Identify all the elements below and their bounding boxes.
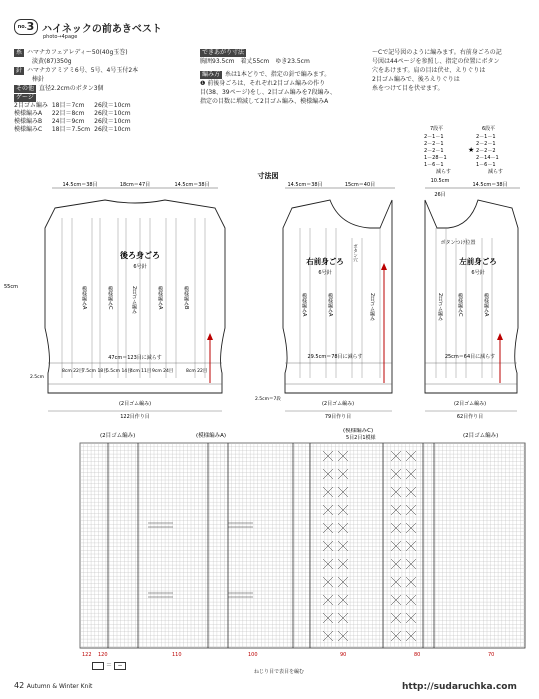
materials-section: [14, 48, 174, 134]
chart-column-numbers: [82, 652, 494, 658]
back-bottom-cell: 8cm 22目: [62, 369, 84, 374]
step-marker: ❶: [200, 80, 208, 87]
yarn-line-1: ハマナカフェアレディー50(40g玉巻): [27, 49, 128, 56]
chart-label-pattern-c-sub: 5目2目1模様: [346, 435, 376, 441]
gauge-name: 模様編みB: [14, 118, 43, 125]
back-hem-height: 2.5cm: [30, 375, 45, 380]
svg-text:2－2－1: 2－2－1: [424, 141, 444, 147]
back-piece: [4, 181, 225, 420]
step1-line-2: 目(38、39ページ)をし、2目ゴム編みを7段編み、: [200, 89, 336, 96]
right-front-pattern-a: 模様編みA: [301, 293, 307, 317]
column-number: 122: [82, 652, 92, 658]
chart2-label: 6段平: [482, 126, 496, 132]
right-front-piece: [255, 181, 395, 420]
other-tag: その他: [16, 85, 35, 92]
svg-text:2－2－1: 2－2－1: [476, 141, 496, 147]
gauge-rows: 26段＝10cm: [94, 118, 131, 125]
gauge-stitches: 22目＝8cm: [51, 110, 85, 117]
left-front-shoulder-width: 14.5cm＝38目: [472, 182, 508, 188]
other-line: 直径2.2cmのボタン3個: [39, 85, 104, 92]
column-number: 70: [488, 652, 495, 658]
page-title: ハイネックの前あきベスト: [42, 24, 162, 35]
left-front-neck-stitches: 26目: [434, 192, 446, 198]
column-number: 90: [340, 652, 347, 658]
method-line-1: ～Cで記号図のように編みます。右前身ごろの記: [372, 49, 502, 56]
decrease-steps-right: [476, 134, 499, 168]
right-front-cast-on: 79目作り目: [324, 414, 352, 420]
chart-label-pattern-a: (模様編みA): [196, 433, 227, 439]
svg-text:2－2－1: 2－2－1: [424, 148, 444, 154]
chart-label-rib-left: (2目ゴム編み): [100, 433, 136, 439]
back-bottom-cell: 8cm 22目: [186, 369, 208, 374]
back-top-width-right: 14.5cm＝38目: [174, 182, 210, 188]
method-line-4: 2目ゴム編みで、後ろえりぐりは: [372, 76, 460, 83]
left-front-title: 左前身ごろ: [459, 257, 497, 266]
diagram-title: 寸法図: [257, 172, 279, 180]
svg-text:2－1－1: 2－1－1: [476, 134, 496, 140]
gauge-tag: ゲージ: [16, 94, 34, 101]
button-position-label: ボタンつけ位置: [440, 240, 476, 246]
back-length: 55cm: [4, 284, 18, 290]
rib-height-note: 2.5cm＝7段: [255, 397, 281, 402]
gauge-rows: 26段＝10cm: [94, 110, 131, 117]
pattern-number-prefix: no.: [17, 24, 27, 30]
photo-reference: photo→4page: [43, 34, 78, 40]
needle-tag: 針: [16, 67, 23, 74]
needle-line-1: ハマナカアミアミ6号、5号、4号玉付2本: [27, 67, 139, 74]
legend-eq: ＝: [106, 662, 113, 669]
right-front-pattern-a-2: 模様編みA: [327, 293, 333, 317]
size-line: 胸囲93.5cm 着丈55cm ゆき23.5cm: [200, 58, 310, 65]
watermark-url: http://sudaruchka.com: [402, 682, 517, 692]
gauge-row: [14, 110, 135, 118]
step1-line-1: 前後身ごろは、それぞれ2目ゴム編みの作り: [207, 80, 326, 87]
method-line: 糸は1本どりで、指定の針で編みます。: [225, 71, 331, 78]
right-front-needle: 6号針: [318, 270, 332, 276]
gauge-stitches: 18目＝7.5cm: [51, 126, 91, 133]
left-front-hem-label: (2目ゴム編み): [453, 401, 487, 407]
svg-text:1－28－1: 1－28－1: [424, 155, 447, 161]
back-bottom-cell: 4cm 11目: [130, 369, 152, 374]
back-title: 後ろ身ごろ: [120, 251, 160, 260]
pattern-number: 3: [26, 20, 35, 33]
svg-text:2－2－2: 2－2－2: [476, 148, 496, 154]
pattern-number-badge: [14, 19, 38, 35]
yarn-line-2: 淡黄(87)350g: [32, 58, 72, 65]
gauge-stitches: 18目＝7cm: [51, 102, 85, 109]
back-pattern-b: 模様編みB: [183, 286, 189, 310]
chart1-label: 7段平: [430, 126, 444, 132]
back-bottom-cell: 9cm 24目: [152, 369, 174, 374]
back-bottom-cell: 7.5cm 18目: [82, 369, 108, 374]
size-tag: できあがり寸法: [202, 49, 245, 56]
right-front-width-neck: 15cm＝40目: [344, 182, 376, 188]
decrease-note-right: 減らす: [488, 169, 504, 174]
back-bottom-cell: 5.5cm 14目: [106, 369, 132, 374]
schematic-diagram: [0, 168, 539, 430]
back-top-width-mid: 18cm＝47目: [119, 182, 151, 188]
column-number: 80: [414, 652, 421, 658]
gauge-row: [14, 126, 135, 134]
gauge-row: [14, 118, 135, 126]
right-front-title: 右前身ごろ: [306, 257, 344, 266]
back-pattern-a-right: 模様編みA: [157, 286, 163, 310]
left-front-rib: 2目ゴム編み: [437, 293, 443, 322]
back-hem-label: (2目ゴム編み): [118, 401, 152, 407]
svg-text:2－14－1: 2－14－1: [476, 155, 499, 161]
svg-text:2－1－1: 2－1－1: [424, 134, 444, 140]
yarn-tag: 糸: [16, 49, 23, 56]
right-front-hem-label: (2目ゴム編み): [321, 401, 355, 407]
back-rib-center: 2目ゴム編み: [131, 286, 137, 315]
back-cast-on: 122目作り目: [120, 414, 150, 420]
gauge-rows: 26段＝10cm: [94, 102, 131, 109]
decrease-steps-left: [424, 134, 447, 168]
gauge-row: [14, 102, 135, 110]
back-pattern-c: 模様編みC: [107, 286, 113, 310]
gauge-name: 模様編みC: [14, 126, 43, 133]
method-continued: [372, 48, 527, 93]
left-front-neck-width: 10.5cm: [430, 178, 450, 184]
left-front-pattern-a: 模様編みA: [483, 293, 489, 317]
back-pattern-a-left: 模様編みA: [81, 286, 87, 310]
chart-label-rib-right: (2目ゴム編み): [463, 433, 499, 439]
left-front-piece: [425, 178, 520, 420]
needle-line-2: 棒針: [32, 76, 45, 83]
buttonhole-label: ボタン穴: [352, 244, 358, 262]
gauge-name: 模様編みA: [14, 110, 43, 117]
legend-box-empty: [92, 662, 104, 670]
method-line-3: 穴をあけます。肩の目は伏せ、えりぐりは: [372, 67, 486, 74]
chart-label-pattern-c: (模様編みC): [343, 428, 374, 434]
method-tag: 編み方: [202, 71, 221, 78]
column-number: 120: [98, 652, 108, 658]
page-section-title: Autumn & Winter Knit: [26, 683, 93, 690]
decrease-charts: [410, 122, 530, 174]
legend-note: ねじり目で表目を編む: [254, 669, 305, 675]
method-section: [200, 48, 370, 106]
legend-box-dash: −: [114, 662, 126, 670]
star-mark: ★: [468, 146, 475, 154]
decrease-note-left: 減らす: [436, 169, 452, 174]
left-front-cast-on: 62目作り目: [456, 414, 484, 420]
gauge-name: 2目ゴム編み: [14, 102, 48, 109]
column-number: 100: [248, 652, 258, 658]
left-front-needle: 6号針: [471, 270, 485, 276]
gauge-rows: 26段＝10cm: [94, 126, 131, 133]
left-front-decrease-label: 25cm＝64目に減らす: [444, 354, 496, 360]
svg-text:1－6－1: 1－6－1: [424, 162, 444, 168]
page-footer: [14, 681, 92, 690]
right-front-width-shoulder: 14.5cm＝38目: [287, 182, 323, 188]
right-front-rib: 2目ゴム編み: [369, 293, 375, 322]
left-front-pattern-c: 模様編みC: [457, 293, 463, 317]
step1-line-3: 指定の目数に増減して2目ゴム編み、模様編みA: [200, 98, 329, 105]
gauge-stitches: 24目＝9cm: [51, 118, 85, 125]
column-number: 110: [172, 652, 182, 658]
back-top-width-left: 14.5cm＝38目: [62, 182, 98, 188]
gauge-table: [14, 102, 135, 134]
page-number: 42: [14, 681, 25, 690]
back-decrease-label: 47cm＝123目に減らす: [108, 355, 162, 361]
knitting-chart: [78, 428, 530, 660]
method-line-5: 糸をつけて目を伏せます。: [372, 85, 444, 92]
back-needle: 6号針: [133, 264, 147, 270]
method-line-2: 号図は44ページを参照し、指定の位置にボタン: [372, 58, 500, 65]
svg-text:1－6－1: 1－6－1: [476, 162, 496, 168]
right-front-decrease-label: 29.5cm＝78目に減らす: [307, 354, 363, 360]
chart-legend: [90, 660, 128, 670]
